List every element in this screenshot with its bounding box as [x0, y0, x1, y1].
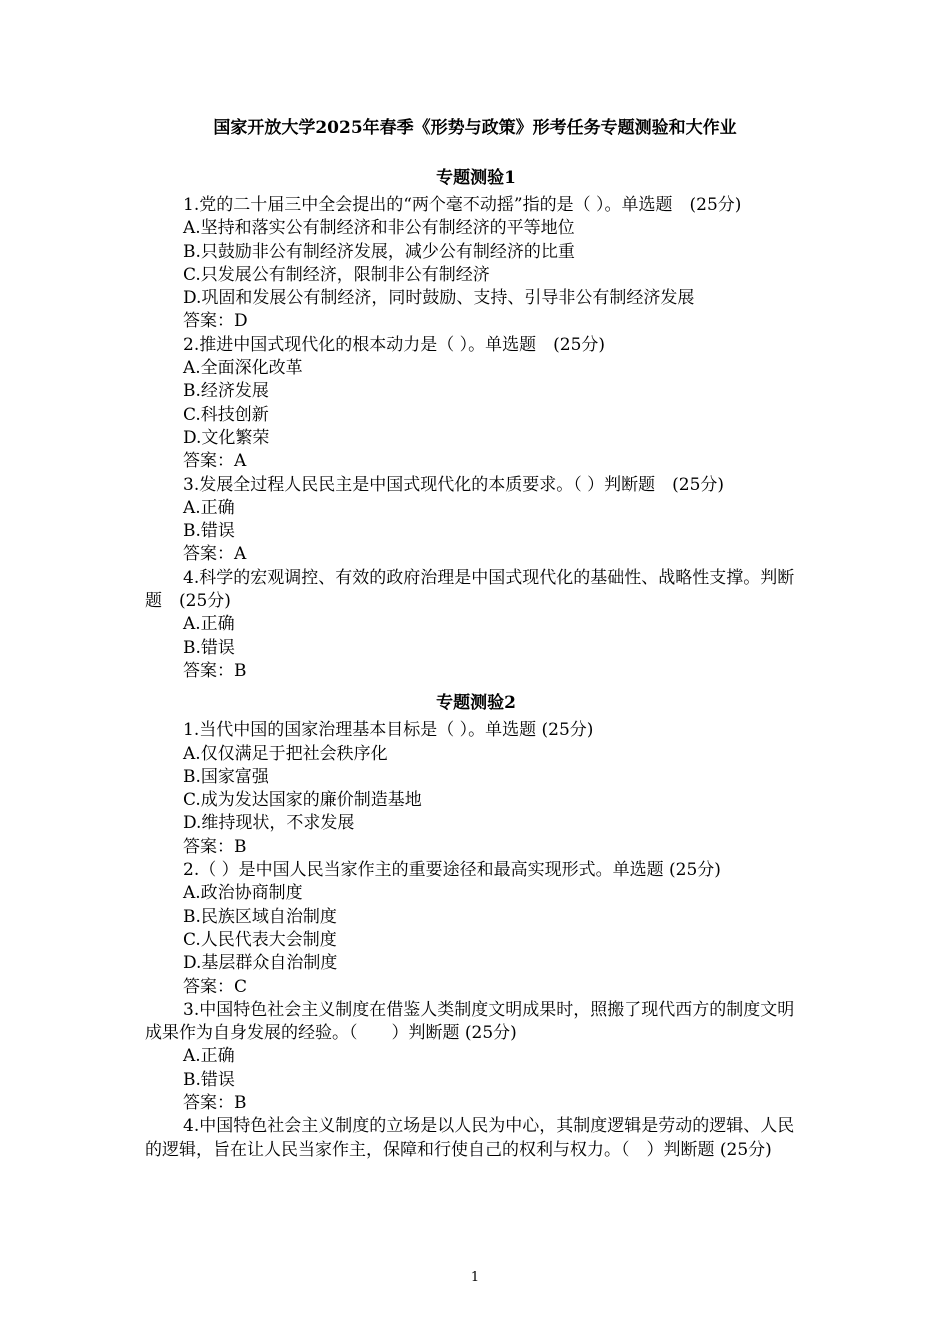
question-stem: 1.党的二十届三中全会提出的“两个毫不动摇”指的是（ ）。单选题 (25分)	[183, 195, 742, 215]
answer: 答案：B	[183, 1092, 247, 1113]
option-a: A.正确	[183, 1046, 235, 1067]
option-b: B.民族区域自治制度	[183, 906, 337, 927]
answer: 答案：A	[183, 544, 247, 565]
option-b: B.错误	[183, 637, 235, 658]
section-title-quiz-1: 专题测验1	[436, 168, 516, 188]
option-d: D.巩固和发展公有制经济，同时鼓励、支持、引导非公有制经济发展	[183, 288, 695, 309]
question-stem: 1.当代中国的国家治理基本目标是（ ）。单选题 (25分)	[183, 720, 594, 741]
answer: 答案：B	[183, 660, 247, 681]
section-title-quiz-2: 专题测验2	[436, 693, 516, 714]
option-b: B.国家富强	[183, 766, 269, 787]
option-d: D.基层群众自治制度	[183, 953, 338, 974]
option-a: A.正确	[183, 497, 235, 518]
document-title: 国家开放大学2025年春季《形势与政策》形考任务专题测验和大作业	[213, 118, 737, 138]
answer: 答案：A	[183, 451, 247, 472]
question-stem: 3.中国特色社会主义制度在借鉴人类制度文明成果时，照搬了现代西方的制度文明成果作为自身发展的经验。（ ）判断题 (25分)	[145, 999, 795, 1044]
page-number: 1	[470, 1270, 480, 1285]
option-b: B.只鼓励非公有制经济发展，减少公有制经济的比重	[183, 241, 575, 262]
option-c: C.人民代表大会制度	[183, 929, 337, 950]
question-stem: 4.科学的宏观调控、有效的政府治理是中国式现代化的基础性、战略性支撑。判断题 (25分)	[145, 567, 795, 612]
option-a: A.坚持和落实公有制经济和非公有制经济的平等地位	[183, 218, 575, 239]
option-b: B.错误	[183, 1069, 235, 1090]
option-a: A.正确	[183, 614, 235, 635]
option-a: A.仅仅满足于把社会秩序化	[183, 743, 388, 764]
question-stem: 4.中国特色社会主义制度的立场是以人民为中心，其制度逻辑是劳动的逻辑、人民的逻辑，旨在让人民当家作主，保障和行使自己的权利与权力。（ ）判断题 (25分)	[145, 1116, 795, 1160]
document-body	[145, 158, 807, 1162]
option-a: A.政治协商制度	[183, 883, 303, 904]
option-d: D.文化繁荣	[183, 427, 270, 448]
option-c: C.科技创新	[183, 404, 269, 425]
option-d: D.维持现状，不求发展	[183, 813, 355, 834]
option-b: B.经济发展	[183, 381, 269, 402]
option-c: C.成为发达国家的廉价制造基地	[183, 790, 422, 811]
question-stem: 3.发展全过程人民民主是中国式现代化的本质要求。（ ）判断题 (25分)	[183, 474, 725, 495]
option-c: C.只发展公有制经济，限制非公有制经济	[183, 264, 490, 285]
option-a: A.全面深化改革	[183, 358, 303, 379]
question-stem: 2.推进中国式现代化的根本动力是（ ）。单选题 (25分)	[183, 334, 606, 355]
option-b: B.错误	[183, 521, 235, 542]
answer: 答案：D	[183, 311, 248, 332]
question-stem: 2.（ ）是中国人民当家作主的重要途径和最高实现形式。单选题 (25分)	[183, 860, 721, 881]
answer: 答案：B	[183, 836, 247, 857]
answer: 答案：C	[183, 976, 248, 997]
